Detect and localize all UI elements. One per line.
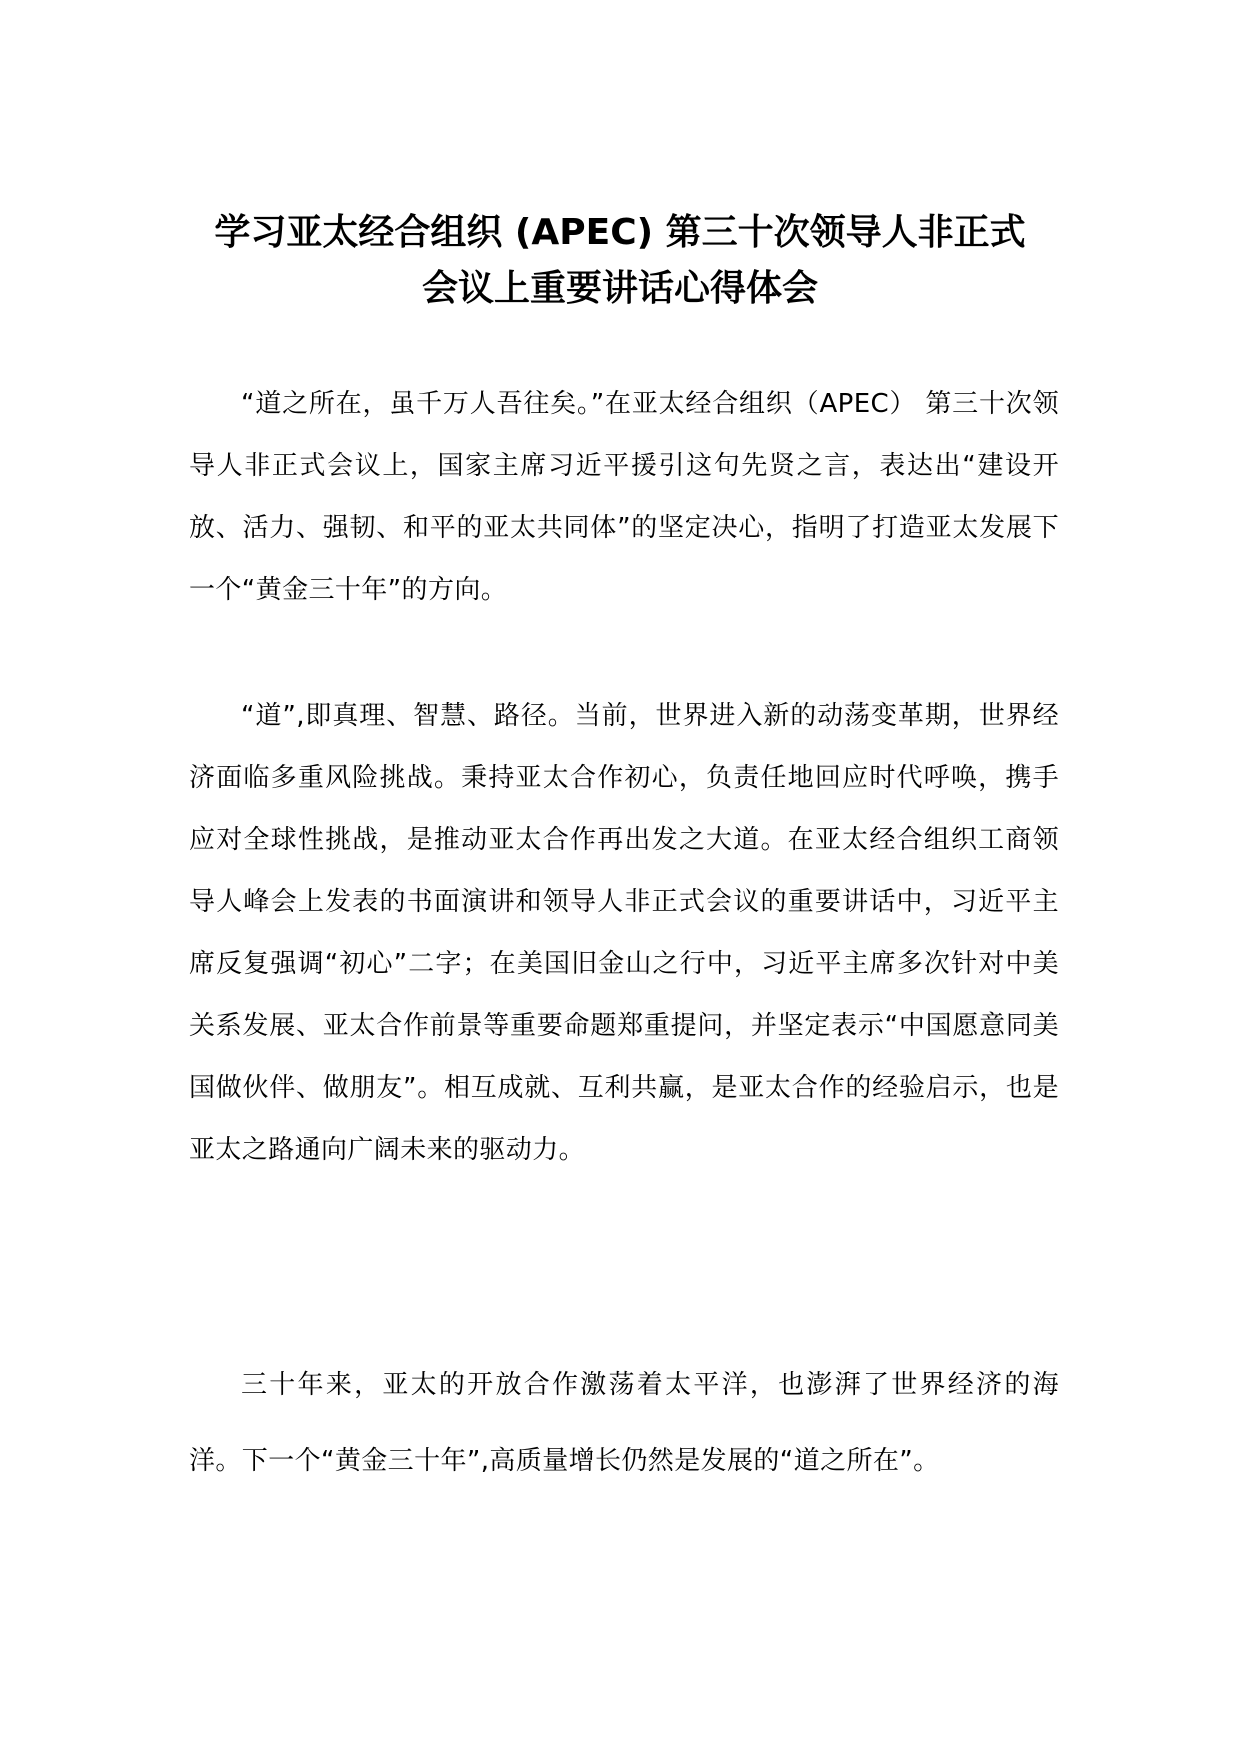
paragraph-3: 三十年来，亚太的开放合作激荡着太平洋，也澎湃了世界经济的海洋。下一个“黄金三十年”,高质量增长仍然是发展的“道之所在”。 [189, 1370, 1059, 1476]
paragraph-1: “道之所在，虽千万人吾往矣。”在亚太经合组织（APEC） 第三十次领导人非正式会议上，国家主席习近平援引这句先贤之言，表达出“建设开放、活力、强韧、和平的亚太共同体”的坚定决心，指明了打造亚太发展下一个“黄金三十年”的方向。 [189, 389, 1059, 605]
paragraph-2: “道”,即真理、智慧、路径。当前，世界进入新的动荡变革期，世界经济面临多重风险挑战。秉持亚太合作初心，负责任地回应时代呼唤，携手应对全球性挑战，是推动亚太合作再出发之大道。在亚太经合组织工商领导人峰会上发表的书面演讲和领导人非正式会议的重要讲话中，习近平主席反复强调“初心”二字；在美国旧金山之行中，习近平主席多次针对中美关系发展、亚太合作前景等重要命题郑重提问，并坚定表示“中国愿意同美国做伙伴、做朋友”。相互成就、互利共赢，是亚太合作的经验启示，也是亚太之路通向广阔未来的驱动力。 [189, 701, 1059, 1165]
title-line-1: 学习亚太经合组织 (APEC) 第三十次领导人非正式 [214, 212, 1026, 253]
document-title [150, 205, 1090, 317]
title-line-2: 会议上重要讲话心得体会 [421, 268, 818, 309]
